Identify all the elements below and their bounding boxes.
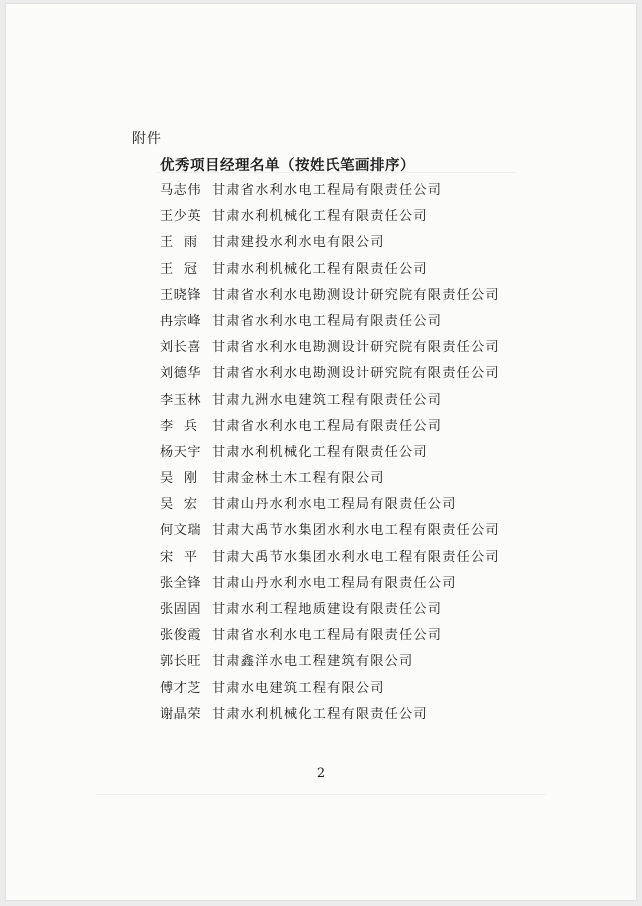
list-item — [160, 335, 620, 361]
manager-name: 王 雨 — [160, 235, 197, 251]
manager-name: 王晓锋 — [160, 287, 202, 303]
company-name: 甘肃九洲水电建筑工程有限责任公司 — [212, 392, 443, 408]
list-item — [160, 204, 620, 230]
manager-name: 杨天宇 — [160, 444, 202, 460]
company-name: 甘肃大禹节水集团水利水电工程有限责任公司 — [212, 549, 500, 565]
company-name: 甘肃省水利水电勘测设计研究院有限责任公司 — [212, 287, 500, 303]
list-item — [160, 492, 620, 518]
manager-name: 王少英 — [160, 209, 202, 225]
company-name: 甘肃省水利水电工程局有限责任公司 — [212, 628, 443, 644]
document-page — [6, 4, 636, 900]
company-name: 甘肃水利机械化工程有限责任公司 — [212, 706, 428, 722]
list-item — [160, 466, 620, 492]
company-name: 甘肃水电建筑工程有限公司 — [212, 680, 385, 696]
manager-name: 宋 平 — [160, 549, 197, 565]
company-name: 甘肃大禹节水集团水利水电工程有限责任公司 — [212, 523, 500, 539]
company-name: 甘肃建投水利水电有限公司 — [212, 235, 385, 251]
list-item — [160, 414, 620, 440]
document-title: 优秀项目经理名单（按姓氏笔画排序） — [160, 158, 415, 174]
list-item — [160, 545, 620, 571]
company-name: 甘肃鑫洋水电工程建筑有限公司 — [212, 654, 414, 670]
manager-name: 冉宗峰 — [160, 313, 202, 329]
company-name: 甘肃省水利水电勘测设计研究院有限责任公司 — [212, 340, 500, 356]
company-name: 甘肃省水利水电工程局有限责任公司 — [212, 418, 443, 434]
list-item — [160, 597, 620, 623]
list-item — [160, 178, 620, 204]
manager-name: 郭长旺 — [160, 654, 202, 670]
company-name: 甘肃山丹水利水电工程局有限责任公司 — [212, 497, 457, 513]
company-name: 甘肃金林土木工程有限公司 — [212, 471, 385, 487]
manager-name: 李 兵 — [160, 418, 197, 434]
company-name: 甘肃省水利水电工程局有限责任公司 — [212, 313, 443, 329]
page-number: 2 — [316, 766, 326, 781]
list-item — [160, 676, 620, 702]
manager-name: 张全锋 — [160, 575, 202, 591]
manager-name: 王 冠 — [160, 261, 197, 277]
manager-name: 张俊霞 — [160, 628, 202, 644]
manager-name: 吴 刚 — [160, 471, 197, 487]
list-item — [160, 571, 620, 597]
list-item — [160, 623, 620, 649]
company-name: 甘肃水利工程地质建设有限责任公司 — [212, 602, 443, 617]
manager-name: 刘德华 — [160, 366, 202, 382]
manager-list — [160, 178, 620, 728]
company-name: 甘肃省水利水电工程局有限责任公司 — [212, 183, 443, 198]
manager-name: 吴 宏 — [160, 497, 197, 513]
attachment-label: 附件 — [132, 131, 162, 147]
manager-name: 何文瑞 — [160, 523, 202, 539]
list-item — [160, 388, 620, 414]
show-through-line — [96, 794, 546, 795]
manager-name: 谢晶荣 — [160, 706, 202, 722]
list-item — [160, 283, 620, 309]
manager-name: 李玉林 — [160, 392, 202, 408]
list-item — [160, 361, 620, 387]
manager-name: 马志伟 — [160, 183, 202, 198]
list-item — [160, 649, 620, 675]
list-item — [160, 309, 620, 335]
manager-name: 刘长喜 — [160, 340, 202, 356]
list-item — [160, 257, 620, 283]
manager-name: 张固固 — [160, 602, 202, 617]
list-item — [160, 702, 620, 728]
company-name: 甘肃水利机械化工程有限责任公司 — [212, 209, 428, 225]
manager-name: 傅才芝 — [160, 680, 202, 696]
list-item — [160, 230, 620, 256]
list-item — [160, 440, 620, 466]
company-name: 甘肃山丹水利水电工程局有限责任公司 — [212, 575, 457, 591]
list-item — [160, 518, 620, 544]
company-name: 甘肃省水利水电勘测设计研究院有限责任公司 — [212, 366, 500, 382]
company-name: 甘肃水利机械化工程有限责任公司 — [212, 261, 428, 277]
company-name: 甘肃水利机械化工程有限责任公司 — [212, 444, 428, 460]
